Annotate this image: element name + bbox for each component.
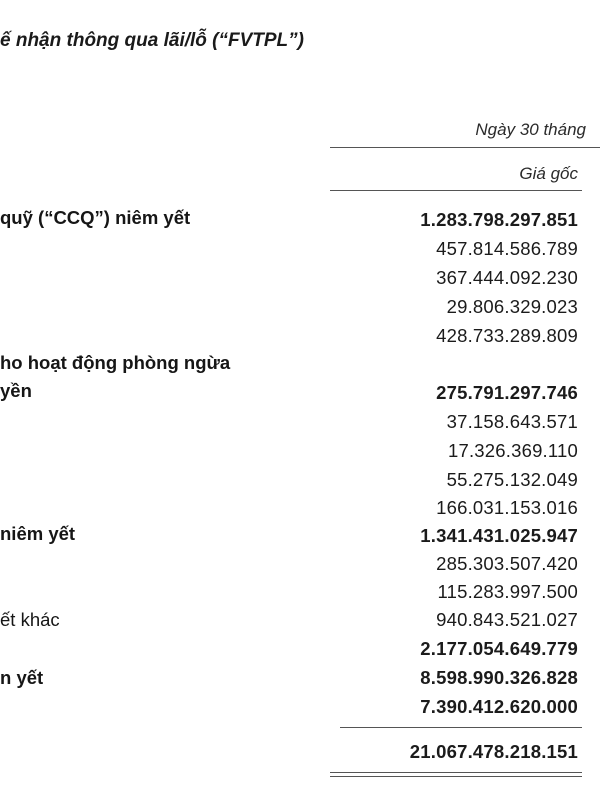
header-rule-bottom (330, 190, 582, 191)
total-rule-double-2 (330, 776, 582, 777)
value-row-5: 428.733.289.809 (436, 325, 578, 346)
label-hedging-activity: ho hoạt động phòng ngừa (0, 352, 231, 373)
label-hedging-activity-cont: yền (0, 380, 32, 401)
value-row-6: 275.791.297.746 (436, 382, 578, 403)
value-row-4: 29.806.329.023 (446, 296, 578, 317)
column-header-cost: Giá gốc (519, 164, 578, 183)
value-row-16: 8.598.990.326.828 (420, 667, 578, 688)
value-row-14: 940.843.521.027 (436, 609, 578, 630)
value-row-12: 285.303.507.420 (436, 553, 578, 574)
value-row-9: 55.275.132.049 (446, 469, 578, 490)
value-row-2: 457.814.586.789 (436, 238, 578, 259)
value-row-17: 7.390.412.620.000 (420, 696, 578, 717)
value-row-15: 2.177.054.649.779 (420, 638, 578, 659)
value-row-3: 367.444.092.230 (436, 267, 578, 288)
label-listed-fund-certificates: quỹ (“CCQ”) niêm yết (0, 207, 191, 228)
label-unlisted: n yết (0, 667, 44, 688)
value-row-10: 166.031.153.016 (436, 497, 578, 518)
value-total: 21.067.478.218.151 (409, 741, 578, 762)
value-row-13: 115.283.997.500 (437, 581, 578, 602)
value-row-1: 1.283.798.297.851 (420, 209, 578, 230)
total-rule-double-1 (330, 772, 582, 773)
value-row-8: 17.326.369.110 (447, 440, 578, 461)
label-other-listed: ết khác (0, 609, 60, 630)
value-row-11: 1.341.431.025.947 (420, 525, 578, 546)
value-row-7: 37.158.643.571 (446, 411, 578, 432)
label-listed: niêm yết (0, 523, 76, 544)
section-title: ế nhận thông qua lãi/lỗ (“FVTPL”) (0, 30, 304, 51)
column-header-date: Ngày 30 tháng (475, 120, 586, 139)
header-rule-top (330, 147, 600, 148)
total-rule-top (340, 727, 582, 728)
